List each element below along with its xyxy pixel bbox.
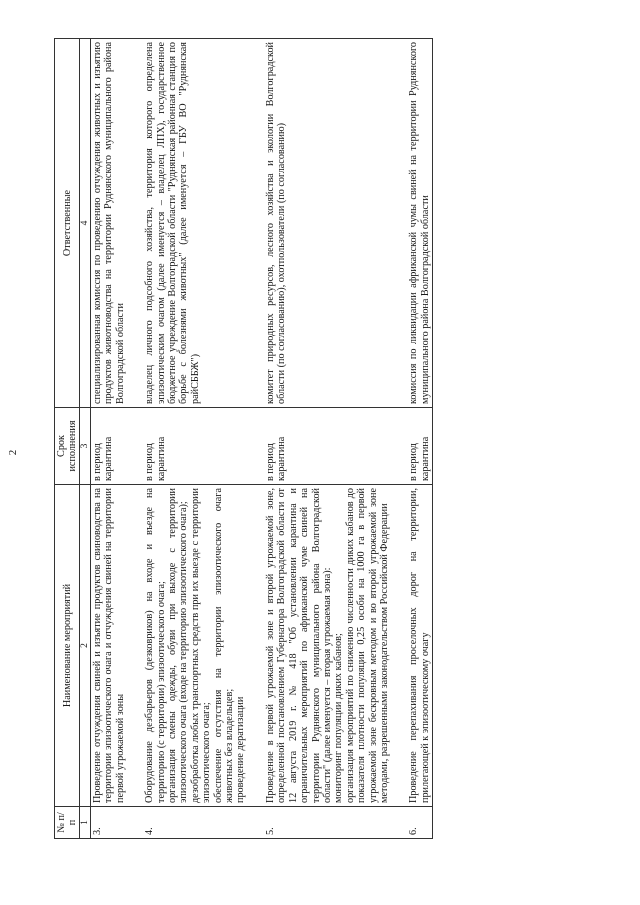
row-number: 3.	[91, 807, 128, 839]
action-text: Проведение отчуждения свиней и изъятие продуктов свиноводства на территории эпизоотического очага и отчуждения свиней на территории первой угрожаемой зоны	[92, 488, 126, 803]
header-term: Срок исполнения	[55, 408, 80, 485]
row-action	[264, 485, 391, 807]
row-action	[407, 485, 432, 807]
table-row	[264, 39, 391, 839]
row-action	[143, 485, 248, 807]
header-action: Наименование мероприятий	[55, 485, 80, 807]
row-term: в период карантина	[264, 408, 391, 485]
action-text: Проведение перепахивания проселочных дорог на территории, прилегающей к эпизоотическому очагу	[408, 488, 431, 803]
action-text: проведение дератизации	[235, 696, 247, 803]
measures-table	[54, 38, 433, 839]
column-index: 1	[80, 807, 91, 839]
row-spacer	[391, 39, 407, 839]
row-spacer	[248, 39, 264, 839]
row-responsible: владелец личного подсобного хозяйства, территория которого определена эпизоотическим очагом (далее именуется – владелец ЛПХ), государственное бюджетное учреждение Волгоградской области "Руднянская районная станция по борьбе с болезнями животных" (далее именуется – ГБУ ВО "Руднянская райСББЖ")	[143, 39, 248, 408]
table-row	[91, 39, 128, 839]
action-text: дезобработка любых транспортных средств при их выезде с территории эпизоотического очага;	[189, 488, 213, 803]
action-text: мониторинг популяции диких кабанов;	[333, 633, 345, 803]
row-responsible: специализированная комиссия по проведению отчуждения животных и изъятию продуктов животноводства на территории Руднянского муниципального района Волгоградской области	[91, 39, 128, 408]
column-index-row	[80, 39, 91, 839]
row-term: в период карантина	[143, 408, 248, 485]
header-row	[55, 39, 80, 839]
action-text: организация смены одежды, обуви при выходе с территории эпизоотического очага (входе на территорию эпизоотического очага);	[167, 488, 190, 803]
column-index: 3	[80, 408, 91, 485]
row-responsible: комиссия по ликвидации африканской чумы свиней на территории Руднянского муниципального района Волгоградской области	[407, 39, 432, 408]
page-number: 2	[7, 449, 19, 456]
table-row	[407, 39, 432, 839]
row-term: в период карантина	[407, 408, 432, 485]
action-text: Проведение в первой угрожаемой зоне и второй угрожаемой зоне, определенной постановлением Губернатора Волгоградской области от 12 августа 2019 г. № 418 "Об установлении карантина и ограничительных мероприятий по африканской чуме свиней на территории Руднянского муниципального района Волгоградской области" (далее именуется – вторая угрожаемая зона):	[264, 488, 333, 803]
action-text: Оборудование дезбарьеров (дезковриков) на входе и въезде на территорию (с территории) эпизоотического очага;	[144, 488, 167, 803]
row-term: в период карантина	[91, 408, 128, 485]
header-number: № п/п	[55, 807, 80, 839]
column-index: 4	[80, 39, 91, 408]
action-text: организация мероприятий по снижению численности диких кабанов до показателя плотности популяции 0,25 особи на 1000 га в первой угрожаемой зоне бескровным методом и во второй угрожаемой зоне методами, разрешенными законодательством Российской Федерации	[344, 488, 390, 803]
row-responsible: комитет природных ресурсов, лесного хозяйства и экологии Волгоградской области (по согласованию), охотпользователи (по согласованию)	[264, 39, 391, 408]
action-text: обеспечение отсутствия на территории эпизоотического очага животных без владельцев;	[212, 488, 236, 803]
row-number: 4.	[143, 807, 248, 839]
column-index: 2	[80, 485, 91, 807]
row-action	[91, 485, 128, 807]
row-number: 6.	[407, 807, 432, 839]
row-number: 5.	[264, 807, 391, 839]
row-spacer	[127, 39, 143, 839]
header-responsible: Ответственные	[55, 39, 80, 408]
table-row	[143, 39, 248, 839]
